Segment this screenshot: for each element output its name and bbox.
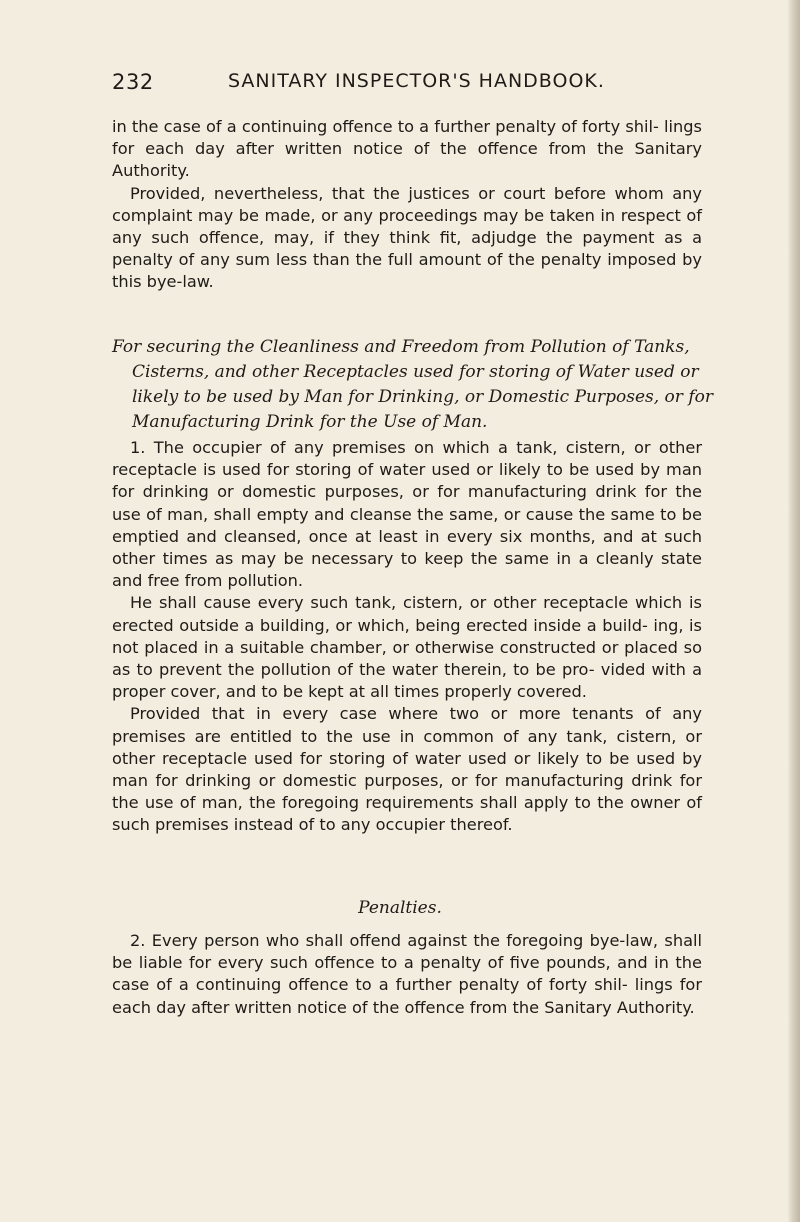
paragraph-rule-1: 1. The occupier of any premises on which a tank, cistern, or other receptacle is used for storing of water used or likely to be used by man for drinking or domestic purposes, or for manufacturing drink for the use of man, shall empty and cleanse the same, or cause the same to be emptied and cleansed, once at least in every six months, and at such other times as may be necessary to keep the same in a cleanly state and free from pollution. [112,438,702,591]
page-number: 232 [112,70,154,94]
running-head: SANITARY INSPECTOR'S HANDBOOK. [228,70,605,92]
page-edge-shadow [788,0,800,1222]
paragraph-cover-rule: He shall cause every such tank, cistern, or other receptacle which is erected outside a building, or which, being erected inside a build- ing, is not placed in a suitable chamber, or otherwise constructed or placed so as to prevent the pollution of the water therein, to be pro- vided with a proper cover, and to be kept at all times properly covered. [112,593,702,702]
section-heading: For securing the Cleanliness and Freedom from Pollution of Tanks, Cisterns, and other Receptacles used for storing of Water used or likely to be used by Man for Drinking, or Domestic Purposes, or for Manufacturing Drink for the Use of Man. [112,337,713,432]
penalties-heading: Penalties. [358,898,442,918]
page-header [112,70,672,110]
paragraph-proviso: Provided, nevertheless, that the justices or court before whom any complaint may be made, or any proceedings may be taken in respect of any such offence, may, if they think fit, adjudge the payment as a penalty of any sum less than the full amount of the penalty imposed by this bye-law. [112,183,702,292]
paragraph-common-use: Provided that in every case where two or more tenants of any premises are entitled to the use in common of any tank, cistern, or other receptacle used for storing of water used or likely to be used by man for drinking or domestic purposes, or for manufacturing drink for the use of man, the foregoing requirements shall apply to the owner of such premises instead of to any occupier thereof. [112,704,702,835]
text-block-top [112,116,702,294]
paragraph-continuation: in the case of a continuing offence to a further penalty of forty shil- lings for each day after written notice of the offence from the Sanitary Authority. [112,117,702,181]
paragraph-penalty-rule: 2. Every person who shall offend against the foregoing bye-law, shall be liable for every such offence to a penalty of five pounds, and in the case of a continuing offence to a further penalty of forty shil- lings for each day after written notice of the offence from the Sanitary Authority. [112,931,702,1017]
text-block-bottom [112,930,702,1019]
text-block-middle [112,437,702,837]
